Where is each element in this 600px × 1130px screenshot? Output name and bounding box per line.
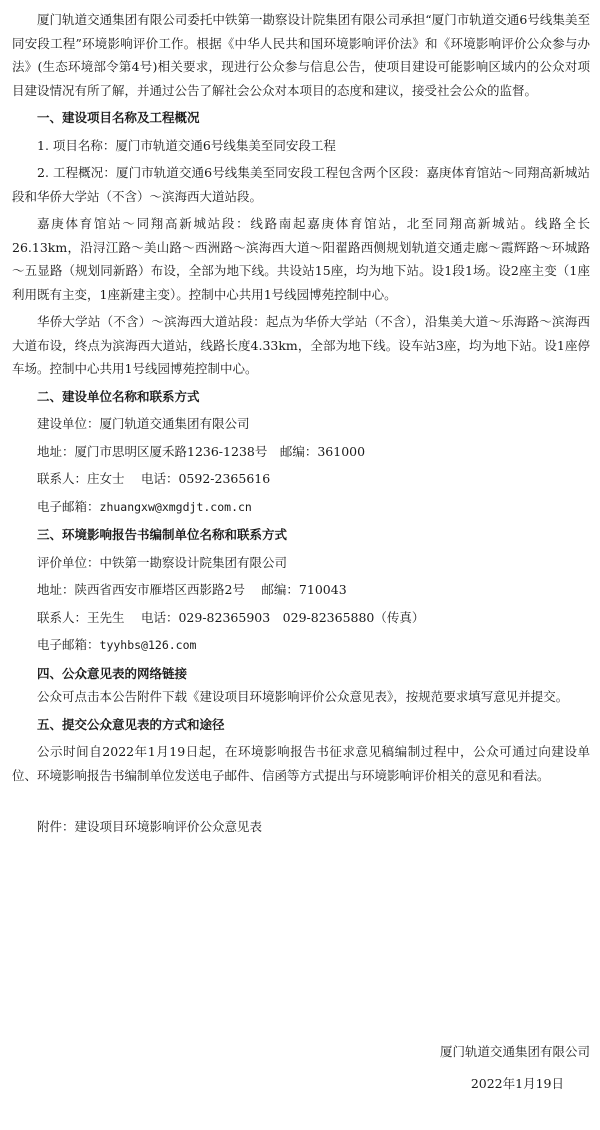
section4-body: 公众可点击本公告附件下载《建设项目环境影响评价公众意见表》，按规范要求填写意见并提交。: [37, 689, 569, 704]
section1-title: 一、建设项目名称及工程概况: [37, 110, 200, 125]
attachment-link[interactable]: 附件：建设项目环境影响评价公众意见表: [37, 819, 263, 834]
section5-body: 公示时间自2022年1月19日起，在环境影响报告书征求意见稿编制过程中，公众可通过向建设单位、环境影响报告书编制单位发送电子邮件、信函等方式提出与环境影响评价相关的意见和看法。: [12, 744, 591, 783]
project-overview: 2. 工程概况：厦门市轨道交通6号线集美至同安段工程包含两个区段：嘉庚体育馆站～同翔高新城站段和华侨大学站（不含）～滨海西大道站段。: [12, 165, 590, 204]
section4-title: 四、公众意见表的网络链接: [37, 665, 188, 681]
builder-email-line: [12, 495, 590, 520]
evaluator-email[interactable]: tyyhbs@126.com: [99, 638, 197, 652]
project-name: 1. 项目名称：厦门市轨道交通6号线集美至同安段工程: [37, 137, 336, 153]
evaluator-email-label: 电子邮箱：: [37, 637, 100, 652]
builder-address: 地址：厦门市思明区厦禾路1236-1238号 邮编：361000: [37, 443, 366, 459]
segment2-description: 华侨大学站（不含）～滨海西大道站段：起点为华侨大学站（不含），沿集美大道～乐海路～滨海西大道布设，终点为滨海西大道站，线路长度4.33km，全部为地下线。设车站3座，均为地下站。设1座停车场。控制中心共用1号线园博苑控制中心。: [12, 314, 590, 376]
builder-email-label: 电子邮箱：: [37, 498, 100, 514]
intro-paragraph: 厦门轨道交通集团有限公司委托中铁第一勘察设计院集团有限公司承担“厦门市轨道交通6号线集美至同安段工程”环境影响评价工作。根据《中华人民共和国环境影响评价法》和《环境影响评价公众参与办法》(生态环境部令第4号)相关要求，现进行公众参与信息公告，使项目建设可能影响区域内的公众对项目建设情况有所了解，并通过公告了解社会公众对本项目的态度和建议，接受社会公众的监督。: [12, 12, 590, 98]
evaluator-address: 地址：陕西省西安市雁塔区西影路2号 邮编：710043: [37, 582, 347, 597]
signature-date: 2022年1月19日: [470, 1076, 564, 1091]
section2-title: 二、建设单位名称和联系方式: [37, 388, 200, 404]
builder-contact: 联系人：庄女士 电话：0592-2365616: [37, 471, 271, 486]
evaluator-email-line: [12, 633, 590, 658]
evaluator-contact: 联系人：王先生 电话：029-82365903 029-82365880（传真）: [37, 609, 425, 625]
signature-org: 厦门轨道交通集团有限公司: [439, 1044, 590, 1059]
segment1-description: 嘉庚体育馆站～同翔高新城站段：线路南起嘉庚体育馆站，北至同翔高新城站。线路全长26.13km，沿浔江路～美山路～西洲路～滨海西大道～阳翟路西侧规划轨道交通走廊～霞辉路～环城路～五显路（规划同新路）布设，全部为地下线。共设站15座，均为地下站。设1段1场。设2座主变（1座利用既有主变，1座新建主变）。控制中心共用1号线园博苑控制中心。: [12, 216, 590, 302]
section3-title: 三、环境影响报告书编制单位名称和联系方式: [37, 527, 288, 542]
evaluator-unit: 评价单位：中铁第一勘察设计院集团有限公司: [37, 554, 288, 570]
builder-email[interactable]: zhuangxw@xmgdjt.com.cn: [99, 499, 252, 514]
section5-title: 五、提交公众意见表的方式和途径: [37, 716, 225, 732]
builder-unit: 建设单位：厦门轨道交通集团有限公司: [37, 416, 250, 431]
